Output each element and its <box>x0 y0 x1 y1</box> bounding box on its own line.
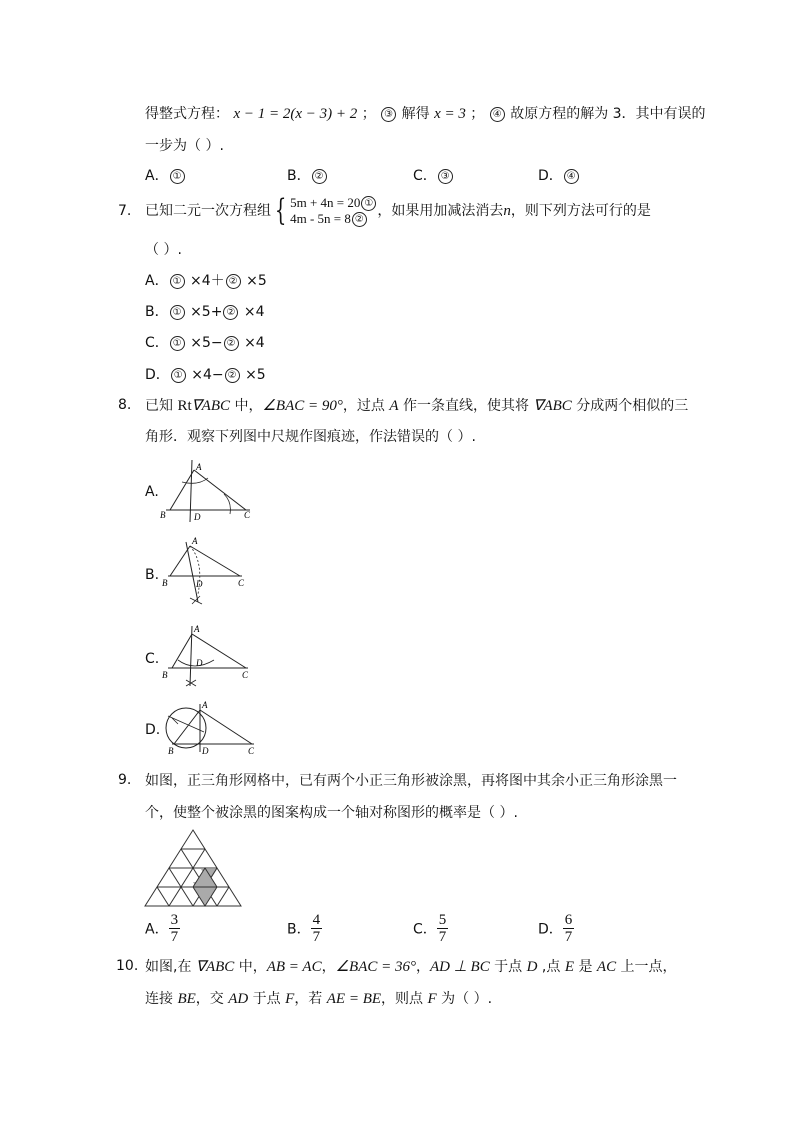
q6-equation: x − 1 = 2(x − 3) + 2 <box>233 106 358 122</box>
q10-line1: 如图,在 ∇ABC 中，AB = AC，∠BAC = 36°，AD ⊥ BC 于点 D ,点 E 是 AC 上一点， <box>145 959 677 975</box>
triangle-grid-figure <box>143 828 243 908</box>
svg-text:B: B <box>168 746 174 756</box>
q10-number: 10. <box>116 958 139 974</box>
q7-option-c[interactable]: C． ① ×5− ② ×4 <box>145 335 265 351</box>
figure-b <box>158 532 258 612</box>
svg-text:C: C <box>248 746 255 756</box>
q6-option-c[interactable]: C． ③ <box>413 165 454 185</box>
q7-stem: 已知二元一次方程组 { 5m + 4n = 20 ① 4m - 5n = 8 ② ，如果用加减法消去n，则下列方法可行的是 <box>145 193 651 228</box>
svg-text:A: A <box>202 700 208 710</box>
figure-a <box>158 456 258 524</box>
q8-option-a[interactable]: A. <box>145 484 159 500</box>
q8-number: 8. <box>118 397 132 413</box>
svg-text:A: A <box>194 624 200 634</box>
q7-option-a[interactable]: A． ① ×4＋ ② ×5 <box>145 273 267 289</box>
q9-option-b[interactable]: B． $\frac{4}{7}$ <box>287 912 321 945</box>
step-4-marker: ④ <box>490 107 505 122</box>
q10-line2: 连接 BE，交 AD 于点 F，若 AE = BE，则点 F 为（ ）. <box>145 991 493 1007</box>
q8-option-b[interactable]: B. <box>145 567 160 583</box>
svg-text:A: A <box>192 536 198 546</box>
q9-line2: 个，使整个被涂黑的图案构成一个轴对称图形的概率是（ ）. <box>145 805 518 821</box>
q8-line2: 角形．观察下列图中尺规作图痕迹，作法错误的（ ）. <box>145 429 476 445</box>
q6-line1: 得整式方程： x − 1 = 2(x − 3) + 2 ； ③ 解得 x = 3 ； ④ 故原方程的解为 3．其中有误的 <box>145 106 706 122</box>
q7-option-d[interactable]: D． ① ×4− ② ×5 <box>145 367 266 383</box>
q9-option-a[interactable]: A． $\frac{3}{7}$ <box>145 912 179 945</box>
q9-option-d[interactable]: D． $\frac{6}{7}$ <box>538 912 573 945</box>
q6-option-b[interactable]: B． ② <box>287 165 328 185</box>
svg-text:D: D <box>196 658 203 668</box>
svg-text:C: C <box>238 578 245 588</box>
label-a: A <box>196 462 202 472</box>
q9-option-c[interactable]: C． $\frac{5}{7}$ <box>413 912 447 945</box>
q7-line2: （ ）. <box>145 242 182 258</box>
q8-option-c[interactable]: C. <box>145 651 160 667</box>
figure-d <box>160 698 264 760</box>
figure-c <box>158 620 258 692</box>
label-b: B <box>160 510 166 520</box>
q8-stem: 已知 Rt∇ABC 中，∠BAC = 90°，过点 A 作一条直线，使其将 ∇ABC 分成两个相似的三 <box>145 398 689 414</box>
q6-option-a[interactable]: A． ① <box>145 165 186 185</box>
q8-option-d[interactable]: D. <box>145 722 161 738</box>
q7-number: 7. <box>118 203 132 219</box>
q9-number: 9. <box>118 772 132 788</box>
svg-text:D: D <box>196 579 203 589</box>
label-d: D <box>194 512 201 522</box>
svg-text:B: B <box>162 670 168 680</box>
q7-option-b[interactable]: B． ① ×5+ ② ×4 <box>145 304 265 320</box>
svg-text:D: D <box>202 746 209 756</box>
q6-line2: 一步为（ ）. <box>145 138 224 154</box>
svg-text:C: C <box>242 670 249 680</box>
q6-solution: x = 3 <box>434 106 466 122</box>
equation-system: 5m + 4n = 20 ① 4m - 5n = 8 ② <box>290 195 377 227</box>
q9-line1: 如图，正三角形网格中，已有两个小正三角形被涂黑，再将图中其余小正三角形涂黑一 <box>145 773 677 789</box>
q6-option-d[interactable]: D． ④ <box>538 165 580 185</box>
step-3-marker: ③ <box>381 107 396 122</box>
svg-text:B: B <box>162 578 168 588</box>
label-c: C <box>244 510 251 520</box>
